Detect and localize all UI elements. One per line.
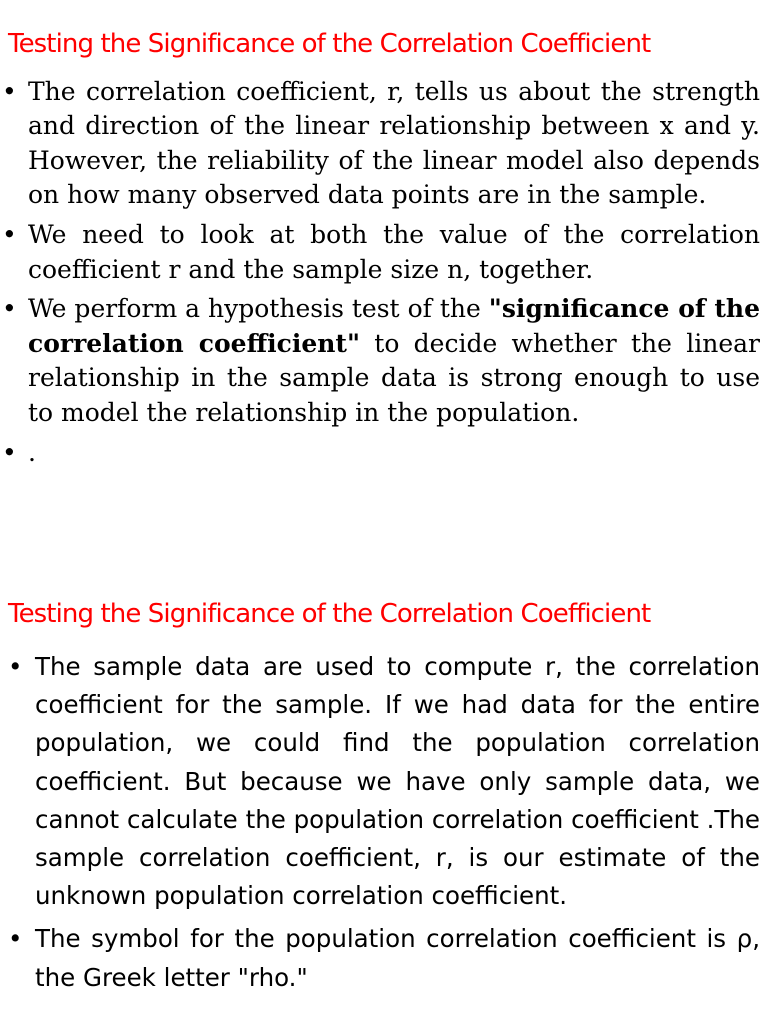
bullet-icon: •: [8, 924, 23, 954]
bullet-icon: •: [2, 294, 17, 324]
bullet-item: [0, 218, 760, 287]
bullet-text-emphasis: "significance of the correlation coefficient": [28, 294, 760, 358]
bullet-list: [0, 75, 760, 475]
bullet-icon: •: [2, 437, 17, 467]
bullet-text: The sample data are used to compute r, the correlation coefficient for the sample. If we had data for the entire population, we could find the population correlation coefficient. But because we have only sample data, we cannot calculate the population correlation coefficient .The sample correlation coefficient, r, is our estimate of the unknown population correlation coefficient.: [35, 652, 760, 911]
bullet-item: [0, 920, 760, 996]
bullet-icon: •: [2, 77, 17, 106]
bullet-text-tail: to decide whether the linear relationship in the sample data is strong enough to use to model the relationship in the population.: [28, 328, 760, 427]
bullet-item: [0, 436, 760, 470]
bullet-text: We need to look at both the value of the correlation coefficient r and the sample size n, together.: [28, 220, 760, 284]
slide-2: [0, 586, 768, 1024]
bullet-item: [0, 648, 760, 915]
slide-title: Testing the Significance of the Correlation Coefficient: [8, 599, 651, 629]
bullet-text: .: [28, 437, 36, 467]
bullet-list: [0, 648, 760, 1002]
bullet-icon: •: [2, 220, 17, 250]
bullet-item: [0, 292, 760, 430]
bullet-text: The correlation coefficient, r, tells us about the strength and direction of the linear relationship between x and y. However, the reliability of the linear model also depends on how many observed data points are in the sample.: [28, 77, 760, 210]
bullet-icon: •: [8, 652, 23, 681]
bullet-text-lead: We perform a hypothesis test of the: [28, 294, 489, 324]
bullet-item: [0, 75, 760, 213]
bullet-text: The symbol for the population correlation coefficient is ρ, the Greek letter "rho.": [35, 924, 760, 992]
slide-title: Testing the Significance of the Correlation Coefficient: [8, 29, 651, 59]
